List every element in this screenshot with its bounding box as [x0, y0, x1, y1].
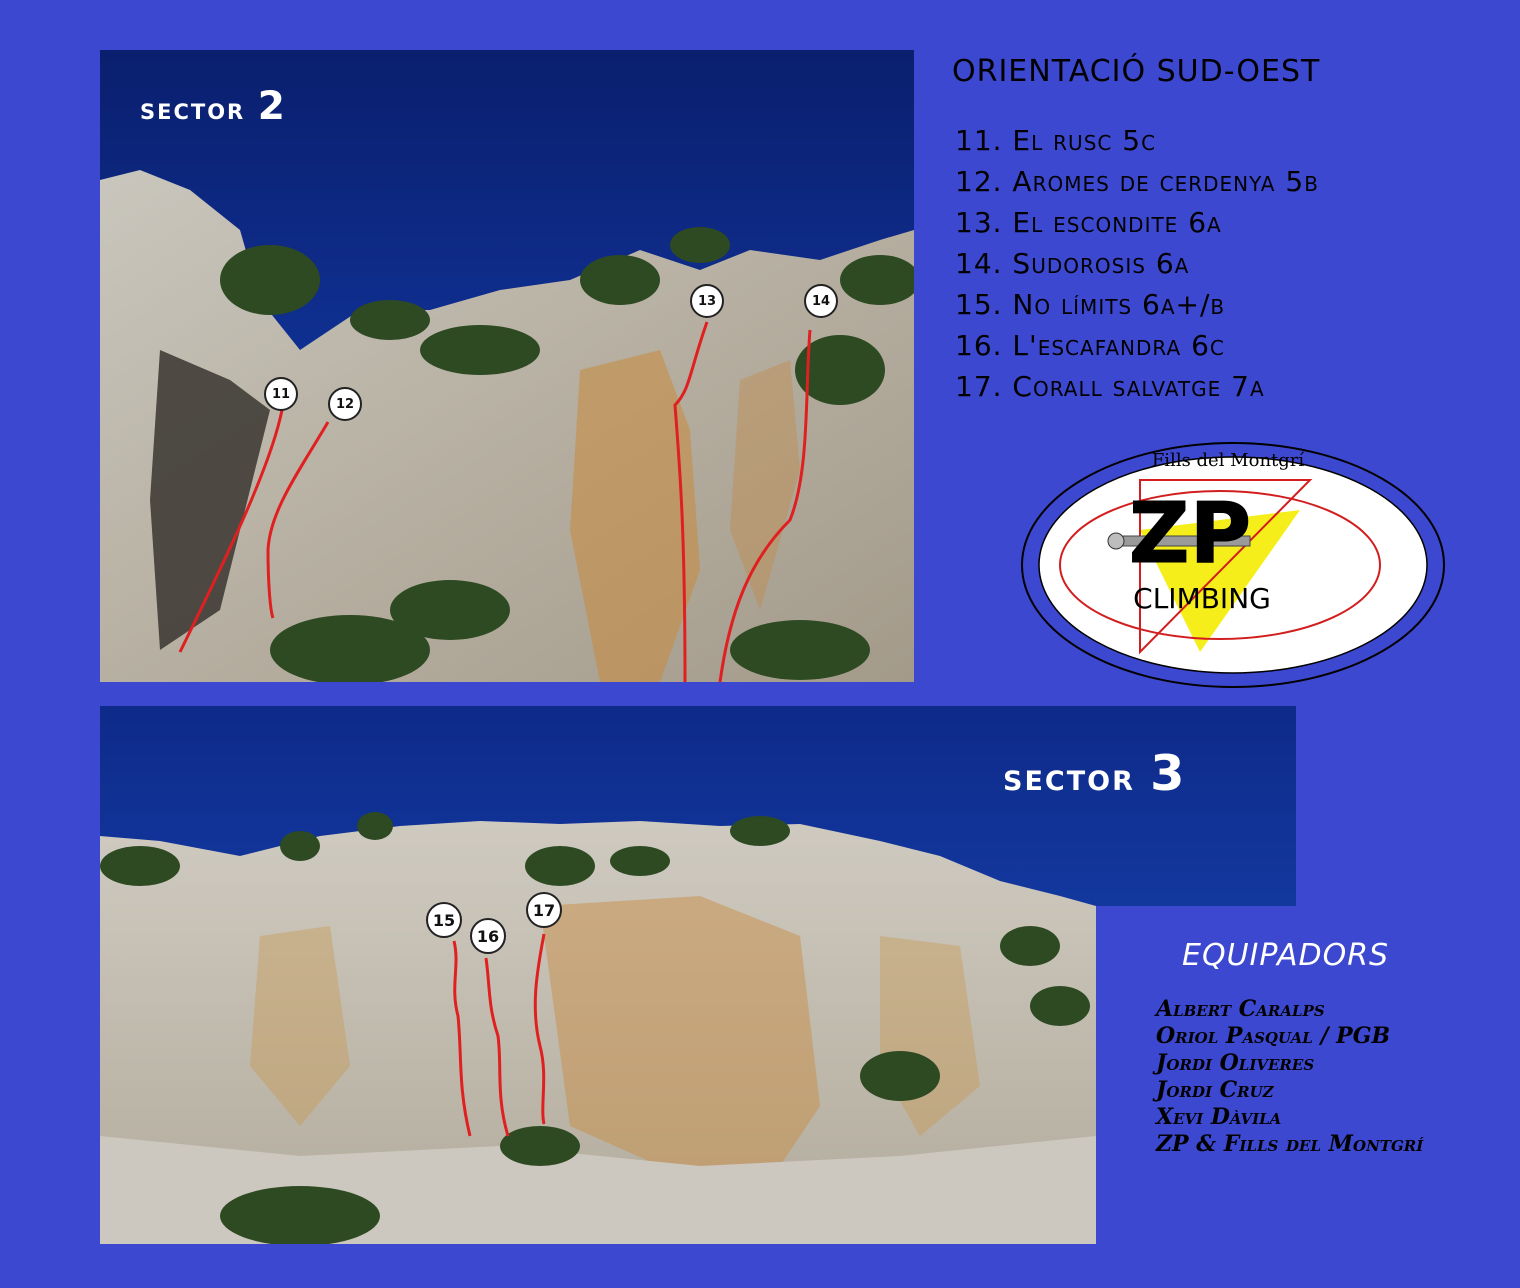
route-item: 14. Sudorosis 6a	[955, 247, 1190, 280]
route-item: 11. El rusc 5c	[955, 124, 1157, 157]
sector-2-label-text: sector	[140, 92, 246, 127]
route-item: 15. No límits 6a+/b	[955, 288, 1226, 321]
sector-3-label-text: sector	[1003, 755, 1135, 799]
equipador-name: Albert Caralps	[1156, 996, 1325, 1022]
orientation-heading: ORIENTACIÓ SUD-OEST	[952, 54, 1321, 89]
equipador-name: Jordi Oliveres	[1156, 1050, 1315, 1076]
logo-top-text: Fills del Montgrí	[1151, 450, 1305, 471]
logo-sub-text: CLIMBING	[1133, 582, 1271, 615]
equipador-name: Jordi Cruz	[1156, 1077, 1274, 1103]
equipador-name: Xevi Dàvila	[1156, 1104, 1282, 1130]
equipadors-title: EQUIPADORS	[1182, 938, 1390, 973]
sector-3-title	[1003, 744, 1186, 802]
equipador-name: ZP & Fills del Montgrí	[1156, 1131, 1424, 1157]
logo-main-text: ZP	[1128, 484, 1252, 582]
zp-climbing-logo	[1020, 440, 1446, 690]
routes-list	[955, 120, 1319, 407]
route-marker-17: 17	[526, 892, 562, 928]
equipadors-list	[1156, 996, 1423, 1158]
route-marker-12: 12	[328, 387, 362, 421]
route-marker-15: 15	[426, 902, 462, 938]
route-marker-16: 16	[470, 918, 506, 954]
route-marker-14: 14	[804, 284, 838, 318]
route-item: 17. Corall salvatge 7a	[955, 370, 1265, 403]
route-item: 16. L'escafandra 6c	[955, 329, 1225, 362]
sector-2-title	[140, 84, 287, 129]
sector-2-scene	[100, 50, 914, 682]
route-marker-11: 11	[264, 377, 298, 411]
sector-2-photo	[100, 50, 914, 682]
route-item: 12. Aromes de cerdenya 5b	[955, 165, 1319, 198]
sector-3-number: 3	[1150, 744, 1187, 802]
equipador-name: Oriol Pasqual / PGB	[1156, 1023, 1391, 1049]
route-marker-13: 13	[690, 284, 724, 318]
route-item: 13. El escondite 6a	[955, 206, 1222, 239]
sector-2-number: 2	[257, 84, 287, 129]
